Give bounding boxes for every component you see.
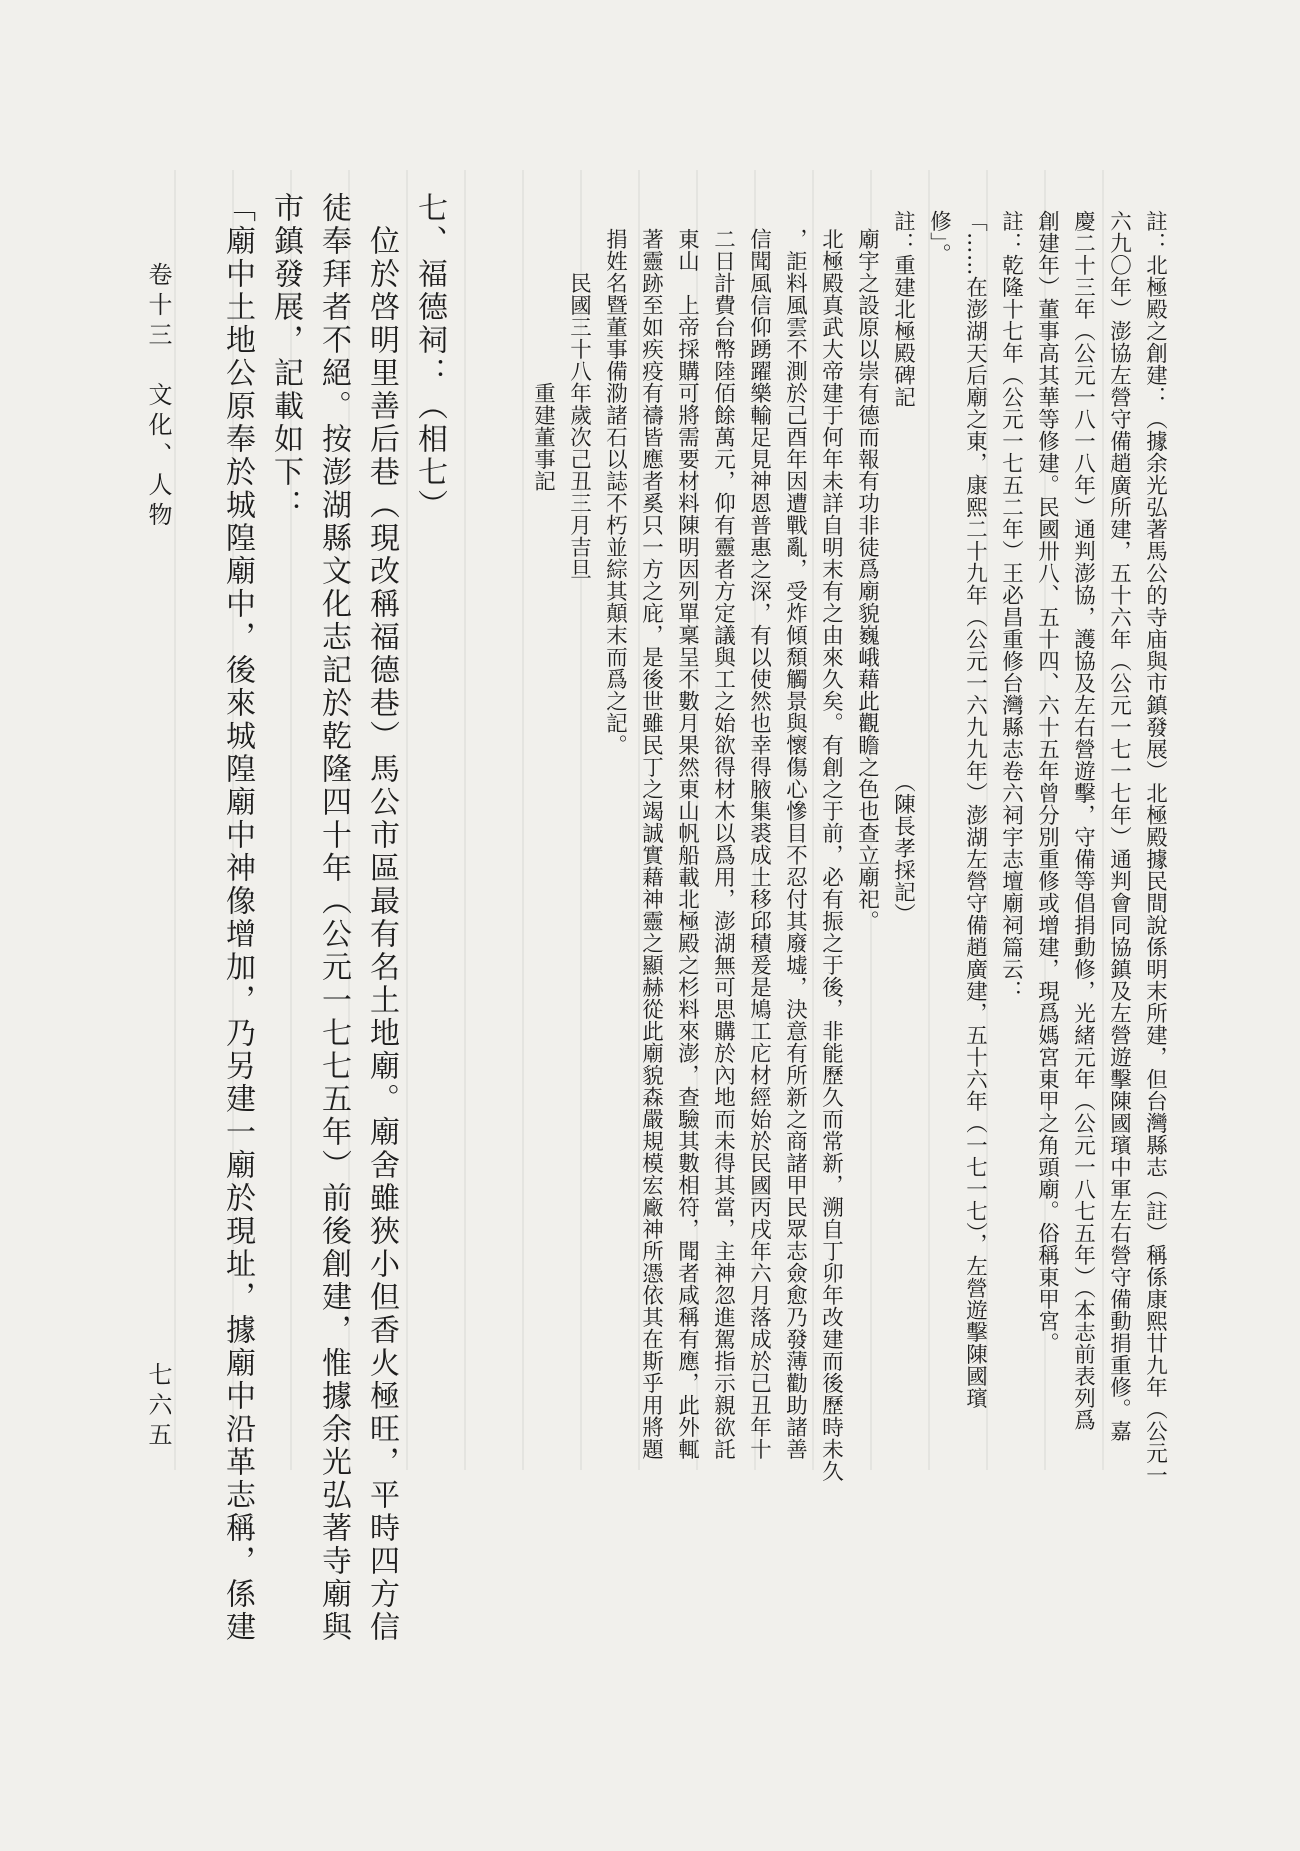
text-column: 重建董事記	[530, 228, 556, 492]
section-line: 「廟中土地公原奉於城隍廟中，後來城隍廟中神像增加，乃另建一廟於現址，據廟中沿革志稱，係建	[220, 192, 255, 1644]
text-column: 著靈跡至如疾疫有禱皆應者奚只一方之庇，是後世雖民丁之竭誠實藉神靈之顯赫從此廟貌森嚴規模宏廠神所憑依其在斯乎用將題	[638, 228, 664, 1460]
chapter-title: 卷十三 文化、人物	[144, 262, 172, 532]
section-line: 位於啓明里善后巷（現改稱福德巷）馬公市區最有名土地廟。廟舍雖狹小但香火極旺，平時四方信	[364, 192, 399, 1644]
text-column: 修」。	[926, 210, 952, 266]
text-column: ，詎料風雲不測於己酉年因遭戰亂，受炸傾頹觸景與懷傷心慘目不忍付其廢墟，決意有所新之商諸甲民眾志僉愈乃發薄勸助諸善	[782, 228, 808, 1460]
section-line: 市鎮發展，記載如下：	[268, 192, 303, 522]
section-line: 徒奉拜者不絕。按澎湖縣文化志記於乾隆四十年（公元一七七五年）前後創建，惟據余光弘著寺廟與	[316, 192, 351, 1644]
text-column: 二日計費台幣陸佰餘萬元，仰有靈者方定議與工之始欲得材木以爲用，澎湖無可思購於內地而未得其當，主神忽進駕指示親欲託	[710, 228, 736, 1460]
text-column: 東山 上帝採購可將需要材料陳明因列單稟呈不數月果然東山帆船載北極殿之杉料來澎，查驗其數相符，聞者咸稱有應，此外輒	[674, 228, 700, 1460]
text-column: 捐姓名暨董事備泐諸石以誌不朽並綜其顛末而爲之記。	[602, 228, 628, 756]
text-column: 註：重建北極殿碑記 （陳長孝採記）	[890, 210, 916, 926]
text-column: 「……在澎湖天后廟之東，康熙二十九年（公元一六九九年）澎湖左營守備趙廣建，五十六年（一七一七），左營遊擊陳國璸	[962, 210, 988, 1410]
text-column: 廟宇之設原以崇有德而報有功非徒爲廟貌巍峨藉此觀瞻之色也查立廟祀。	[854, 228, 880, 932]
text-column: 信聞風信仰踴躍樂輸足見神恩普惠之深，有以使然也幸得腋集裘成土移邱積爰是鳩工庀材經始於民國丙戌年六月落成於己丑年十	[746, 228, 772, 1460]
text-column: 民國三十八年歲次己丑三月吉旦	[566, 228, 592, 580]
text-column: 創建年）董事高其華等修建。民國卅八、五十四、六十五年曾分別重修或增建，現爲媽宮東甲之角頭廟。俗稱東甲宮。	[1034, 210, 1060, 1354]
text-column: 北極殿真武大帝建于何年未詳自明末有之由來久矣。有創之于前，必有振之于後，非能歷久而常新，溯自丁卯年改建而後歷時未久	[818, 228, 844, 1482]
text-column: 註：北極殿之創建：（據余光弘著馬公的寺庙與市鎮發展）北極殿據民間說係明末所建，但台灣縣志（註）稱係康熙廿九年（公元一	[1142, 210, 1168, 1486]
text-column: 慶二十三年（公元一八一八年）通判澎協，護協及左右營遊擊，守備等倡捐動修，光緒元年（公元一八七五年）（本志前表列爲	[1070, 210, 1096, 1432]
page-number: 七六五	[144, 1362, 172, 1452]
text-column: 六九〇年）澎協左營守備趙廣所建，五十六年（公元一七一七年）通判會同協鎮及左營遊擊陳國璸中軍左右營守備動捐重修。嘉	[1106, 210, 1132, 1442]
text-column: 註：乾隆十七年（公元一七五二年）王必昌重修台灣縣志卷六祠宇志壇廟祠篇云：	[998, 210, 1024, 1002]
section-heading: 七、福德祠：（相七）	[412, 192, 447, 522]
